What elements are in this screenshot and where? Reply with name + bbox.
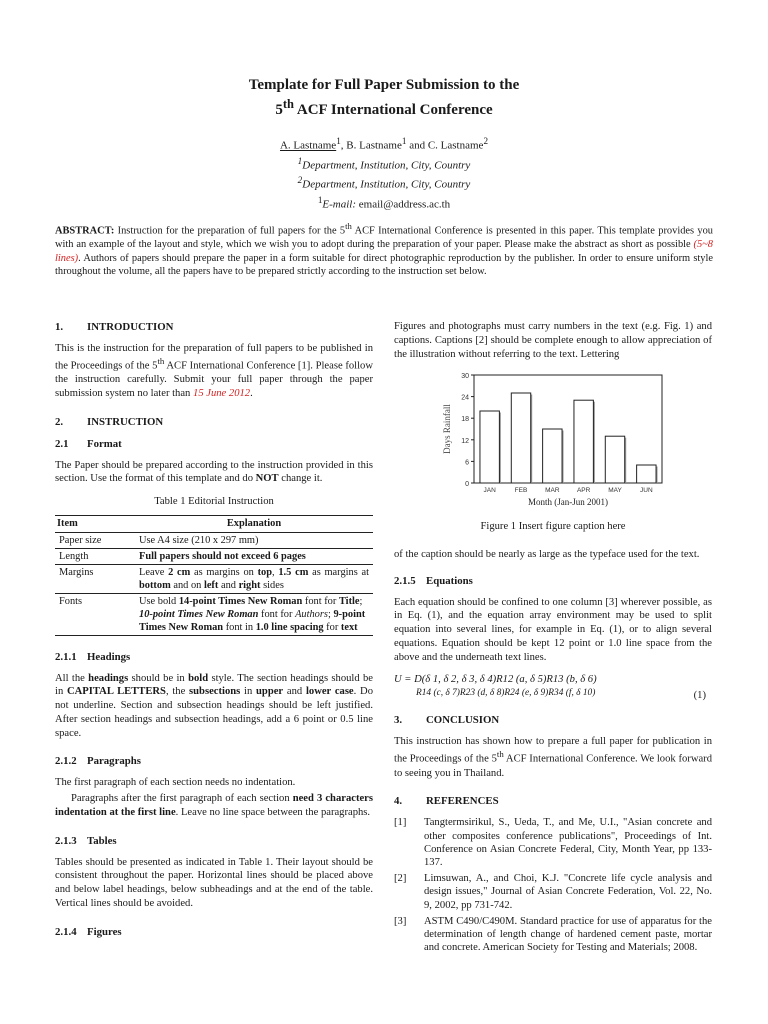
abstract <box>55 220 713 279</box>
table-cell: Length <box>55 548 135 564</box>
section-number: 4. <box>394 795 403 808</box>
para-text: should be in <box>128 672 189 684</box>
affiliation-2-sup: 2 <box>297 175 303 186</box>
table-cell <box>135 593 373 635</box>
rainfall-bar-chart <box>416 369 676 511</box>
chart-bar <box>574 400 593 483</box>
subsection-title: Figures <box>87 925 122 938</box>
para-sup: th <box>496 749 504 760</box>
title-sup: th <box>282 97 294 111</box>
abstract-sup: th <box>345 221 352 231</box>
cell-text: ; <box>359 595 363 607</box>
chart-x-tick-label: MAR <box>545 487 560 495</box>
subsection-number: 2.1.4 <box>55 925 77 938</box>
reference-number: [2] <box>394 873 407 885</box>
cell-bold: text <box>340 621 358 633</box>
equation-number: (1) <box>693 690 706 702</box>
cell-text: font in <box>223 621 256 633</box>
cell-text: and <box>218 579 239 591</box>
chart-plot-border <box>474 375 662 483</box>
chart-x-tick-label: JAN <box>483 487 496 495</box>
para-text: ACF International Conference. We look forward to seeing you in Thailand. <box>394 753 713 779</box>
subsection-number: 2.1 <box>55 437 69 450</box>
reference-item <box>394 915 712 955</box>
abstract-label: ABSTRACT: <box>55 225 115 237</box>
equation-line-1: U = D(δ 1, δ 2, δ 3, δ 4)R12 (a, δ 5)R13 (b, δ 6) <box>394 674 597 686</box>
title-line-1: Template for Full Paper Submission to the <box>248 77 520 93</box>
cell-bold: 1.5 cm <box>278 566 309 578</box>
chart-x-tick-label: FEB <box>514 487 528 495</box>
table-cell: Margins <box>55 564 135 593</box>
cell-italic: Authors <box>295 608 328 620</box>
reference-text: Limsuwan, A., and Choi, K.J. "Concrete life cycle analysis and design issues," Journal of Asian Concrete Federation, Vol. 22, No. 9, 2002, pp 731-742. <box>424 873 712 911</box>
subsection-number: 2.1.3 <box>55 834 77 847</box>
chart-x-axis-label: Month (Jan-Jun 2001) <box>528 497 608 508</box>
equations-paragraph: Each equation should be confined to one column [3] wherever possible, as in Eq. (1), and the equation array environment may be used to split equation into several lines, for example in Eq. (1), or to align several equations. Equation should be kept 12 point or 1.0 line space from the above and the underneath text lines. <box>394 596 712 663</box>
para-text: and <box>283 686 306 698</box>
affiliation-2 <box>0 173 768 193</box>
cell-text: font for <box>258 608 296 620</box>
email-sup: 1 <box>317 194 323 205</box>
abstract-length-note: (5~8 lines) <box>55 239 713 264</box>
subsection-figures-heading <box>55 925 373 939</box>
subsection-format-heading <box>55 437 373 451</box>
subsection-headings-heading <box>55 650 373 664</box>
table-row <box>55 564 373 593</box>
cell-bold: bottom <box>139 579 171 591</box>
para-text: , the <box>165 686 190 698</box>
chart-bar <box>605 436 624 483</box>
title-ordinal: 5 <box>275 102 283 118</box>
intro-text-3: . <box>250 387 253 399</box>
section-references-heading <box>394 794 712 808</box>
chart-x-tick-label: APR <box>576 487 591 495</box>
paragraphs-paragraph-1: The first paragraph of each section needs no indentation. <box>55 777 296 789</box>
section-number: 3. <box>394 714 403 727</box>
section-title: CONCLUSION <box>426 714 500 727</box>
email-address: email@address.ac.th <box>356 198 451 211</box>
reference-number: [1] <box>394 817 407 829</box>
author-3: and C. Lastname <box>406 139 484 152</box>
table-cell <box>135 564 373 593</box>
author-3-sup: 2 <box>483 136 489 146</box>
reference-item <box>394 816 712 869</box>
chart-y-tick-label: 24 <box>461 394 469 402</box>
chart-y-tick-label: 0 <box>465 481 469 489</box>
cell-bold: left <box>203 579 219 591</box>
subsection-paragraphs-heading <box>55 754 373 768</box>
cell-text: and on <box>170 579 204 591</box>
reference-number: [3] <box>394 915 407 927</box>
cell-text: ; <box>327 608 334 620</box>
chart-bar <box>637 465 656 483</box>
cell-bold: 2 cm <box>168 566 191 578</box>
subsection-tables-heading <box>55 834 373 848</box>
cell-bold: 14-point Times New Roman <box>178 595 303 607</box>
tables-paragraph: Tables should be presented as indicated in Table 1. Their layout should be consistent throughout the paper. Horizontal lines should be placed above and below label headings, below subheadings and at the end of the table. Vertical lines should be avoided. <box>55 856 373 910</box>
para-bold: headings <box>88 672 129 684</box>
table-row <box>55 532 373 548</box>
equation-1 <box>394 673 712 702</box>
cell-text: as margins on <box>190 566 258 578</box>
author-1-sup: 1 <box>336 136 341 146</box>
figures-paragraph: Figures and photographs must carry numbers in the text (e.g. Fig. 1) and captions. Captions [2] should be complete enough to allow appreciation of the illustration without referring to the text. Lettering <box>394 321 712 360</box>
email-label: E-mail: <box>322 198 357 211</box>
cell-bold: right <box>238 579 261 591</box>
para-bold: subsections <box>189 686 241 698</box>
cell-text: font for <box>302 595 339 607</box>
chart-bars <box>480 393 658 483</box>
section-title: INTRODUCTION <box>87 321 174 333</box>
paper-title <box>0 76 768 120</box>
affiliation-1-sup: 1 <box>297 155 303 166</box>
chart-y-tick-label: 12 <box>461 438 469 446</box>
subsection-equations-heading <box>394 574 712 588</box>
para-bold: bold <box>188 672 209 684</box>
cell-text: Leave <box>139 566 169 578</box>
right-column <box>394 320 712 957</box>
email-line <box>0 193 768 213</box>
cell-bold: 9-point Times New Roman <box>139 608 366 633</box>
reference-list <box>394 816 712 954</box>
chart-y-tick-label: 6 <box>465 459 469 467</box>
section-instruction-heading <box>55 415 373 429</box>
table-header-item: Item <box>55 515 135 532</box>
cell-bold-italic: 10-point Times New Roman <box>139 608 259 620</box>
subsection-title: Headings <box>87 650 131 663</box>
headings-paragraph <box>55 672 373 741</box>
abstract-text-3: . Authors of papers should prepare the paper in a form suitable for direct photographic reproduction by the publisher. In order to ensure uniform style throughout the volume, all the papers have to be prepared strictly according to the instruction set below. <box>55 252 713 278</box>
para-text: Paragraphs after the first paragraph of each section <box>71 793 293 805</box>
cell-bold: 1.0 line spacing <box>255 621 324 633</box>
author-2: , B. Lastname <box>340 139 402 152</box>
para-bold: need 3 characters indentation at the first line <box>55 793 373 818</box>
chart-bar <box>511 393 530 483</box>
chart-y-axis-label: Days Rainfall <box>442 404 452 455</box>
affiliation-1 <box>0 154 768 174</box>
para-bold: lower case <box>305 686 354 698</box>
subsection-number: 2.1.1 <box>55 650 77 663</box>
abstract-text-2: ACF International Conference is presented in this paper. This template provides you with an example of the layout and style, which we wish you to adopt during the preparation of your paper. Please make the abstract as short as possible <box>55 225 713 251</box>
subsection-title: Paragraphs <box>87 755 141 768</box>
para-text: in <box>240 686 257 698</box>
table-row <box>55 548 373 564</box>
reference-item <box>394 872 712 912</box>
reference-text: Tangtermsirikul, S., Ueda, T., and Me, U.I., "Asian concrete and other composites conference publications", Proceedings of Int. Conference on Asian Concrete Federal, City, Month Year, pp 133-137. <box>424 817 712 868</box>
table-caption: Table 1 Editorial Instruction <box>154 496 274 508</box>
intro-paragraph <box>55 342 373 401</box>
section-title: INSTRUCTION <box>87 415 164 428</box>
table-cell: Paper size <box>55 532 135 548</box>
format-paragraph <box>55 459 373 487</box>
figures-paragraph-continued: of the caption should be nearly as large as the typeface used for the text. <box>394 548 700 560</box>
equation-line-2: R14 (c, δ 7)R23 (d, δ 8)R24 (e, δ 9)R34 (f, δ 10) <box>416 688 596 699</box>
affiliation-1-text: Department, Institution, City, Country <box>302 159 471 172</box>
section-number: 1. <box>55 321 64 333</box>
chart-x-ticks <box>484 487 653 494</box>
para-text: . Leave no line space between the paragraphs. <box>175 806 371 818</box>
editorial-table <box>55 515 373 636</box>
cell-text: for <box>323 621 341 633</box>
section-conclusion-heading <box>394 713 712 727</box>
subsection-number: 2.1.2 <box>55 755 77 768</box>
author-1: A. Lastname <box>279 139 337 152</box>
table-header-row <box>55 515 373 532</box>
subsection-title: Format <box>87 437 122 450</box>
author-block <box>0 134 768 213</box>
table-cell-bold: Full papers should not exceed 6 pages <box>139 550 306 562</box>
cell-text: as margins at <box>308 566 369 578</box>
para-text: This instruction has shown how to prepare a full paper for publication in the Proceedings of the 5 <box>394 736 712 765</box>
intro-deadline: 15 June 2012 <box>193 387 251 399</box>
reference-text: ASTM C490/C490M. Standard practice for use of apparatus for the determination of length change of hardened cement paste, mortar and concrete. American Society for Testing and Materials; 2008. <box>424 915 712 954</box>
abstract-text-1: Instruction for the preparation of full papers for the 5 <box>114 225 346 237</box>
para-text: style. The section headings should be in <box>55 672 374 698</box>
format-text-1: The Paper should be prepared according to the instruction provided in this section. Use the format of this template and do <box>55 459 373 485</box>
paragraphs-paragraph-2 <box>55 792 373 820</box>
cell-text: , <box>272 566 279 578</box>
section-title: REFERENCES <box>426 795 499 808</box>
para-bold: upper <box>256 686 284 698</box>
format-text-2: change it. <box>278 473 323 485</box>
table-cell: Fonts <box>55 593 135 635</box>
section-number: 2. <box>55 415 64 428</box>
author-2-sup: 1 <box>401 136 407 146</box>
table-header-explanation: Explanation <box>135 515 373 532</box>
para-bold: CAPITAL LETTERS <box>67 686 166 698</box>
table-cell <box>135 548 373 564</box>
chart-x-tick-label: JUN <box>640 487 653 495</box>
title-rest: ACF International Conference <box>293 102 493 118</box>
format-not: NOT <box>255 473 279 485</box>
para-text: . Do not underline. Section and subsection headings should be left justified. After section headings and subsection headings, add a 6 point or 0.5 line space. <box>55 686 373 739</box>
chart-bar <box>480 411 499 483</box>
chart-y-tick-label: 30 <box>461 373 469 381</box>
cell-text: Use bold <box>139 595 179 607</box>
conclusion-paragraph <box>394 735 712 780</box>
chart-bar <box>543 429 562 483</box>
table-row <box>55 593 373 635</box>
section-introduction-heading <box>55 320 373 334</box>
chart-frame <box>474 375 662 483</box>
subsection-title: Equations <box>426 574 473 587</box>
chart-y-ticks <box>461 373 474 488</box>
chart-x-tick-label: MAY <box>608 487 622 495</box>
cell-bold: Title <box>338 595 360 607</box>
intro-sup: th <box>157 355 165 366</box>
cell-text: sides <box>260 579 284 591</box>
title-line-2 <box>0 95 768 120</box>
figure-caption: Figure 1 Insert figure caption here <box>480 521 626 533</box>
author-names <box>0 134 768 154</box>
chart-y-tick-label: 18 <box>461 416 469 424</box>
subsection-number: 2.1.5 <box>394 574 416 587</box>
para-text: All the <box>55 672 89 684</box>
affiliation-2-text: Department, Institution, City, Country <box>302 178 471 191</box>
subsection-title: Tables <box>87 834 117 847</box>
cell-bold: top <box>257 566 273 578</box>
table-cell: Use A4 size (210 x 297 mm) <box>135 532 373 548</box>
intro-text-1: This is the instruction for the preparation of full papers to be published in the Proceedings of the 5 <box>55 343 373 372</box>
intro-text-2: ACF International Conference [1]. Please follow the instruction carefully. Submit your full paper through the paper submission system no later than <box>55 360 373 399</box>
left-column <box>55 320 373 947</box>
